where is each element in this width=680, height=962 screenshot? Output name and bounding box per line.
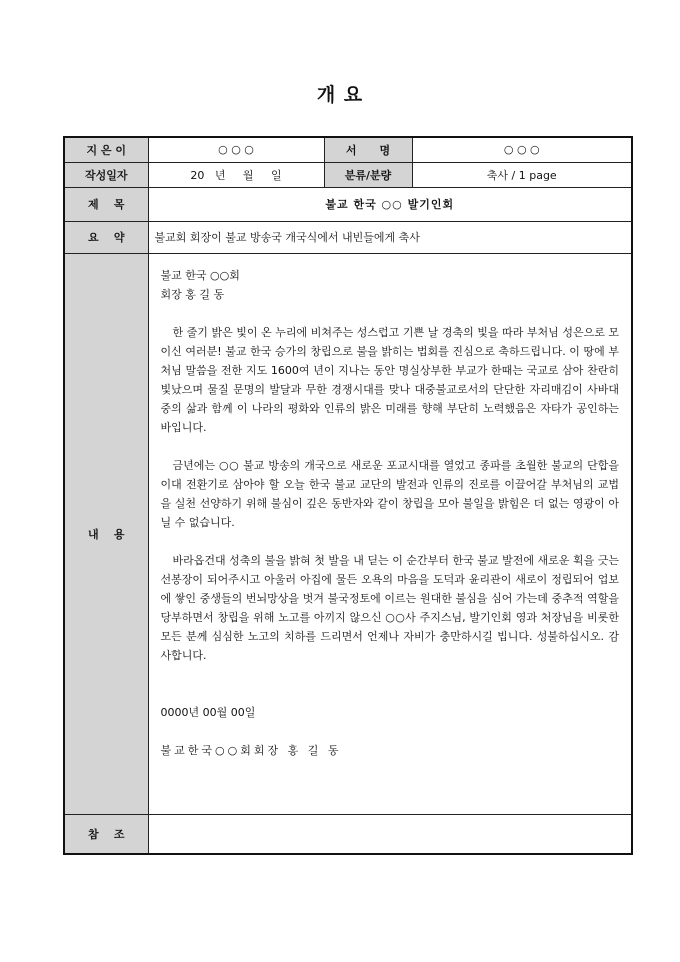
author-label: 지 은 이 bbox=[64, 137, 148, 162]
content-speaker: 회장 홍 길 동 bbox=[160, 287, 225, 301]
category-label: 분류/분량 bbox=[324, 162, 412, 187]
date-label: 작성일자 bbox=[64, 162, 148, 187]
signature-label: 서 명 bbox=[324, 137, 412, 162]
summary-value: 불교회 회장이 불교 방송국 개국식에서 내빈들에게 축사 bbox=[148, 221, 632, 253]
document-form-table bbox=[63, 136, 633, 855]
subject-value: 불교 한국 ○○ 발기인회 bbox=[148, 187, 632, 221]
signature-value: ○ ○ ○ bbox=[412, 137, 632, 162]
content-body bbox=[148, 253, 632, 814]
content-closing: 불교한국○○회회장 홍 길 동 bbox=[160, 743, 342, 757]
content-paragraph-2: 금년에는 ○○ 불교 방송의 개국으로 새로운 포교시대를 열었고 종파를 초월한 불교의 단합을 이대 전환기로 삼아야 할 오늘 한국 불교 교단의 발전과 인류의 진로를 이끌어갈 부처님의 교법을 실천 선양하기 위해 불심이 깊은 동반자와 같이 창립을 모아 불일을 밝힘은 더 없는 영광이 아닐 수 없습니다. bbox=[160, 458, 619, 529]
content-org: 불교 한국 ○○회 bbox=[160, 268, 240, 282]
reference-value bbox=[148, 814, 632, 854]
date-value: 20 년 월 일 bbox=[148, 162, 324, 187]
summary-label: 요 약 bbox=[64, 221, 148, 253]
content-paragraph-1: 한 줄기 밝은 빛이 온 누리에 비쳐주는 성스럽고 기쁜 날 경축의 빛을 따라 부처님 성은으로 모이신 여러분! 불교 한국 승가의 창립으로 불을 밝히는 법회를 진심으로 축하드립니다. 이 땅에 부처님 말씀을 전한 지도 1600여 년이 지나는 동안 명실상부한 부교가 한때는 국교로 삼아 찬란히 빛났으며 물질 문명의 발달과 무한 경쟁시대를 맞나 대중불교로서의 단단한 자리매김이 사바대중의 삶과 함께 이 나라의 평화와 인류의 밝은 미래를 향해 부단히 노력했음은 자타가 공인하는 바입니다. bbox=[160, 325, 619, 434]
category-value: 축사 / 1 page bbox=[412, 162, 632, 187]
content-label: 내 용 bbox=[64, 253, 148, 814]
page-title: 개 요 bbox=[316, 84, 364, 106]
author-value: ○ ○ ○ bbox=[148, 137, 324, 162]
reference-label: 참 조 bbox=[64, 814, 148, 854]
content-date: 0000년 00월 00일 bbox=[160, 705, 256, 719]
subject-label: 제 목 bbox=[64, 187, 148, 221]
content-paragraph-3: 바라옵건대 성축의 불을 밝혀 첫 발을 내 딛는 이 순간부터 한국 불교 발전에 새로운 획을 긋는 선봉장이 되어주시고 아울러 아집에 물든 오욕의 마음을 도덕과 윤리관이 새로이 정립되어 업보에 쌓인 중생들의 번뇌망상을 벗겨 불국정토에 이르는 원대한 불심을 심어 가는데 중추적 역할을 당부하면서 창립을 위해 노고를 아끼지 않으신 ○○사 주지스님, 발기인회 영과 처장님을 비롯한 모든 분께 심심한 노고의 치하를 드리면서 언제나 자비가 충만하시길 빕니다. 성불하십시오. 감사합니다. bbox=[160, 553, 619, 662]
